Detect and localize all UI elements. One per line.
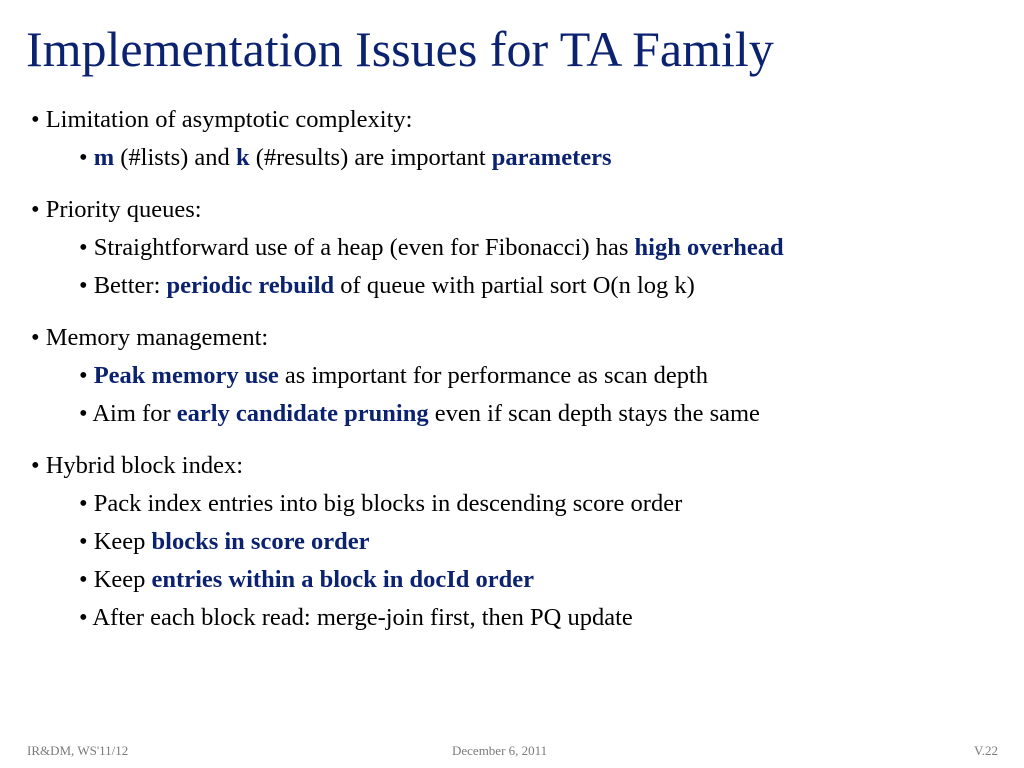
bullet-heading <box>0 194 1024 226</box>
text-run: Aim for <box>92 400 177 427</box>
bullet-marker: • <box>31 196 46 223</box>
footer-course: IR&DM, WS'11/12 <box>27 743 129 758</box>
highlighted-term: m <box>93 144 115 171</box>
highlighted-term: periodic rebuild <box>166 272 335 299</box>
sub-bullet-item <box>0 142 1024 174</box>
highlighted-term: Peak memory use <box>93 362 279 389</box>
sub-bullet-item <box>0 602 1024 634</box>
footer-slide-number: V.22 <box>974 743 998 758</box>
highlighted-term: parameters <box>491 144 612 171</box>
bullet-heading-text: Hybrid block index: <box>45 452 244 479</box>
bullet-heading-text: Priority queues: <box>45 196 202 223</box>
highlighted-term: high overhead <box>634 234 784 261</box>
sub-bullet-item <box>0 526 1024 558</box>
text-run: of queue with partial sort O(n log k) <box>334 272 695 299</box>
bullet-marker: • <box>79 528 94 555</box>
bullet-marker: • <box>31 324 46 351</box>
bullet-heading-text: Limitation of asymptotic complexity: <box>45 106 413 133</box>
slide-title: Implementation Issues for TA Family <box>26 21 774 77</box>
sub-bullet-item <box>0 360 1024 392</box>
bullet-heading <box>0 104 1024 136</box>
text-run: Keep <box>93 566 152 593</box>
sub-bullet-item <box>0 488 1024 520</box>
text-run: Better: <box>93 272 167 299</box>
bullet-marker: • <box>79 604 93 631</box>
sub-bullet-item <box>0 564 1024 596</box>
text-run: After each block read: merge-join first, then PQ update <box>92 604 633 631</box>
text-run: Pack index entries into big blocks in descending score order <box>93 490 683 517</box>
bullet-marker: • <box>79 400 93 427</box>
bullet-marker: • <box>79 234 94 261</box>
text-run: as important for performance as scan depth <box>278 362 709 389</box>
bullet-marker: • <box>31 452 46 479</box>
bullet-marker: • <box>31 106 46 133</box>
highlighted-term: blocks in score order <box>151 528 370 555</box>
text-run: Keep <box>93 528 152 555</box>
sub-bullet-item <box>0 398 1024 430</box>
text-run: (#results) are important <box>249 144 492 171</box>
slide-body <box>0 104 1024 634</box>
footer-date: December 6, 2011 <box>452 743 548 758</box>
bullet-marker: • <box>79 490 94 517</box>
sub-bullet-item <box>0 270 1024 302</box>
bullet-heading-text: Memory management: <box>45 324 269 351</box>
highlighted-term: entries within a block in docId order <box>151 566 535 593</box>
bullet-heading <box>0 450 1024 482</box>
sub-bullet-item <box>0 232 1024 264</box>
text-run: Straightforward use of a heap (even for Fibonacci) has <box>93 234 635 261</box>
bullet-marker: • <box>79 144 94 171</box>
bullet-marker: • <box>79 272 94 299</box>
bullet-heading <box>0 322 1024 354</box>
highlighted-term: k <box>235 144 250 171</box>
highlighted-term: early candidate pruning <box>176 400 429 427</box>
bullet-marker: • <box>79 566 94 593</box>
bullet-marker: • <box>79 362 94 389</box>
text-run: even if scan depth stays the same <box>428 400 760 427</box>
text-run: (#lists) and <box>114 144 236 171</box>
